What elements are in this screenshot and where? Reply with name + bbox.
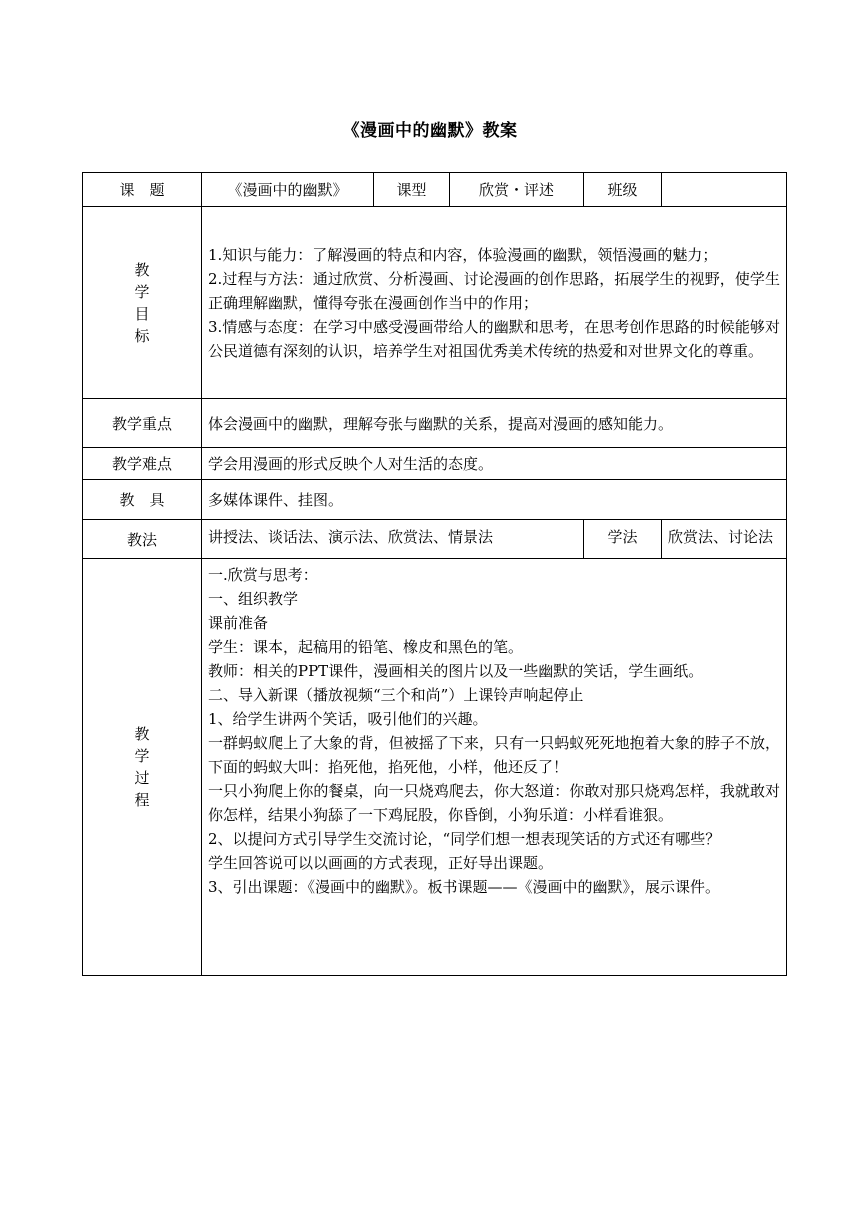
key-points-label: 教学重点 xyxy=(83,399,202,448)
objectives-label xyxy=(83,207,202,399)
objectives-content xyxy=(202,207,787,399)
teaching-method-value: 讲授法、谈话法、演示法、欣赏法、情景法 xyxy=(202,520,584,559)
process-label xyxy=(83,559,202,976)
process-line: 1、给学生讲两个笑话，吸引他们的兴趣。 xyxy=(208,710,488,728)
lesson-type-value: 欣赏・评述 xyxy=(450,173,584,207)
row-methods xyxy=(83,520,787,559)
objective-item: 1.知识与能力：了解漫画的特点和内容，体验漫画的幽默，领悟漫画的魅力； xyxy=(208,245,718,264)
key-points-value: 体会漫画中的幽默，理解夸张与幽默的关系，提高对漫画的感知能力。 xyxy=(202,399,787,448)
process-line: 课前准备 xyxy=(208,614,269,632)
process-line: 学生回答说可以以画画的方式表现，正好导出课题。 xyxy=(208,854,554,872)
difficulties-value: 学会用漫画的形式反映个人对生活的态度。 xyxy=(202,448,787,480)
process-label-char: 教 xyxy=(134,725,150,743)
process-line: 一群蚂蚁爬上了大象的背，但被摇了下来，只有一只蚂蚁死死地抱着大象的脖子不放，下面的蚂蚁大叫：掐死他，掐死他，小样，他还反了！ xyxy=(208,734,781,776)
row-process xyxy=(83,559,787,976)
process-label-char: 程 xyxy=(134,791,150,809)
teaching-method-label: 教法 xyxy=(83,520,202,559)
tools-label: 教 具 xyxy=(83,480,202,520)
process-line: 一、组织教学 xyxy=(208,590,299,608)
tools-value: 多媒体课件、挂图。 xyxy=(202,480,787,520)
objective-item: 3.情感与态度：在学习中感受漫画带给人的幽默和思考，在思考创作思路的时候能够对公民道德有深刻的认识，培养学生对祖国优秀美术传统的热爱和对世界文化的尊重。 xyxy=(208,317,781,360)
row-objectives xyxy=(83,207,787,399)
topic-label: 课 题 xyxy=(83,173,202,207)
lesson-plan-table xyxy=(82,172,787,976)
row-difficulties xyxy=(83,448,787,480)
row-key-points xyxy=(83,399,787,448)
process-line: 一只小狗爬上你的餐桌，向一只烧鸡爬去，你大怒道：你敢对那只烧鸡怎样，我就敢对你怎样，结果小狗舔了一下鸡屁股，你昏倒，小狗乐道：小样看谁狠。 xyxy=(208,782,781,824)
row-topic xyxy=(83,173,787,207)
objectives-label-char: 教 xyxy=(134,260,150,279)
process-line: 二、导入新课（播放视频“三个和尚”）上课铃声响起停止 xyxy=(208,686,584,704)
document-title: 《漫画中的幽默》教案 xyxy=(342,121,518,141)
study-method-label: 学法 xyxy=(584,520,662,559)
study-method-value: 欣赏法、讨论法 xyxy=(662,520,787,559)
topic-value: 《漫画中的幽默》 xyxy=(202,173,374,207)
row-tools xyxy=(83,480,787,520)
objectives-label-char: 标 xyxy=(134,326,150,345)
class-label: 班级 xyxy=(584,173,662,207)
process-label-char: 学 xyxy=(134,747,150,765)
process-label-char: 过 xyxy=(134,769,150,787)
process-content xyxy=(202,559,787,976)
process-line: 3、引出课题：《漫画中的幽默》。板书课题——《漫画中的幽默》，展示课件。 xyxy=(208,878,721,896)
process-line: 教师：相关的PPT课件，漫画相关的图片以及一些幽默的笑话，学生画纸。 xyxy=(208,662,704,680)
objectives-label-char: 学 xyxy=(134,282,150,301)
process-line: 2、以提问方式引导学生交流讨论，“同学们想一想表现笑话的方式还有哪些？ xyxy=(208,830,721,848)
class-value xyxy=(662,173,787,207)
process-line: 学生：课本，起稿用的铅笔、橡皮和黑色的笔。 xyxy=(208,638,524,656)
lesson-type-label: 课型 xyxy=(374,173,450,207)
objectives-label-char: 目 xyxy=(134,304,150,323)
difficulties-label: 教学难点 xyxy=(83,448,202,480)
objective-item: 2.过程与方法：通过欣赏、分析漫画、讨论漫画的创作思路，拓展学生的视野，使学生正确理解幽默，懂得夸张在漫画创作当中的作用； xyxy=(208,269,781,312)
process-line: 一.欣赏与思考： xyxy=(208,566,318,584)
